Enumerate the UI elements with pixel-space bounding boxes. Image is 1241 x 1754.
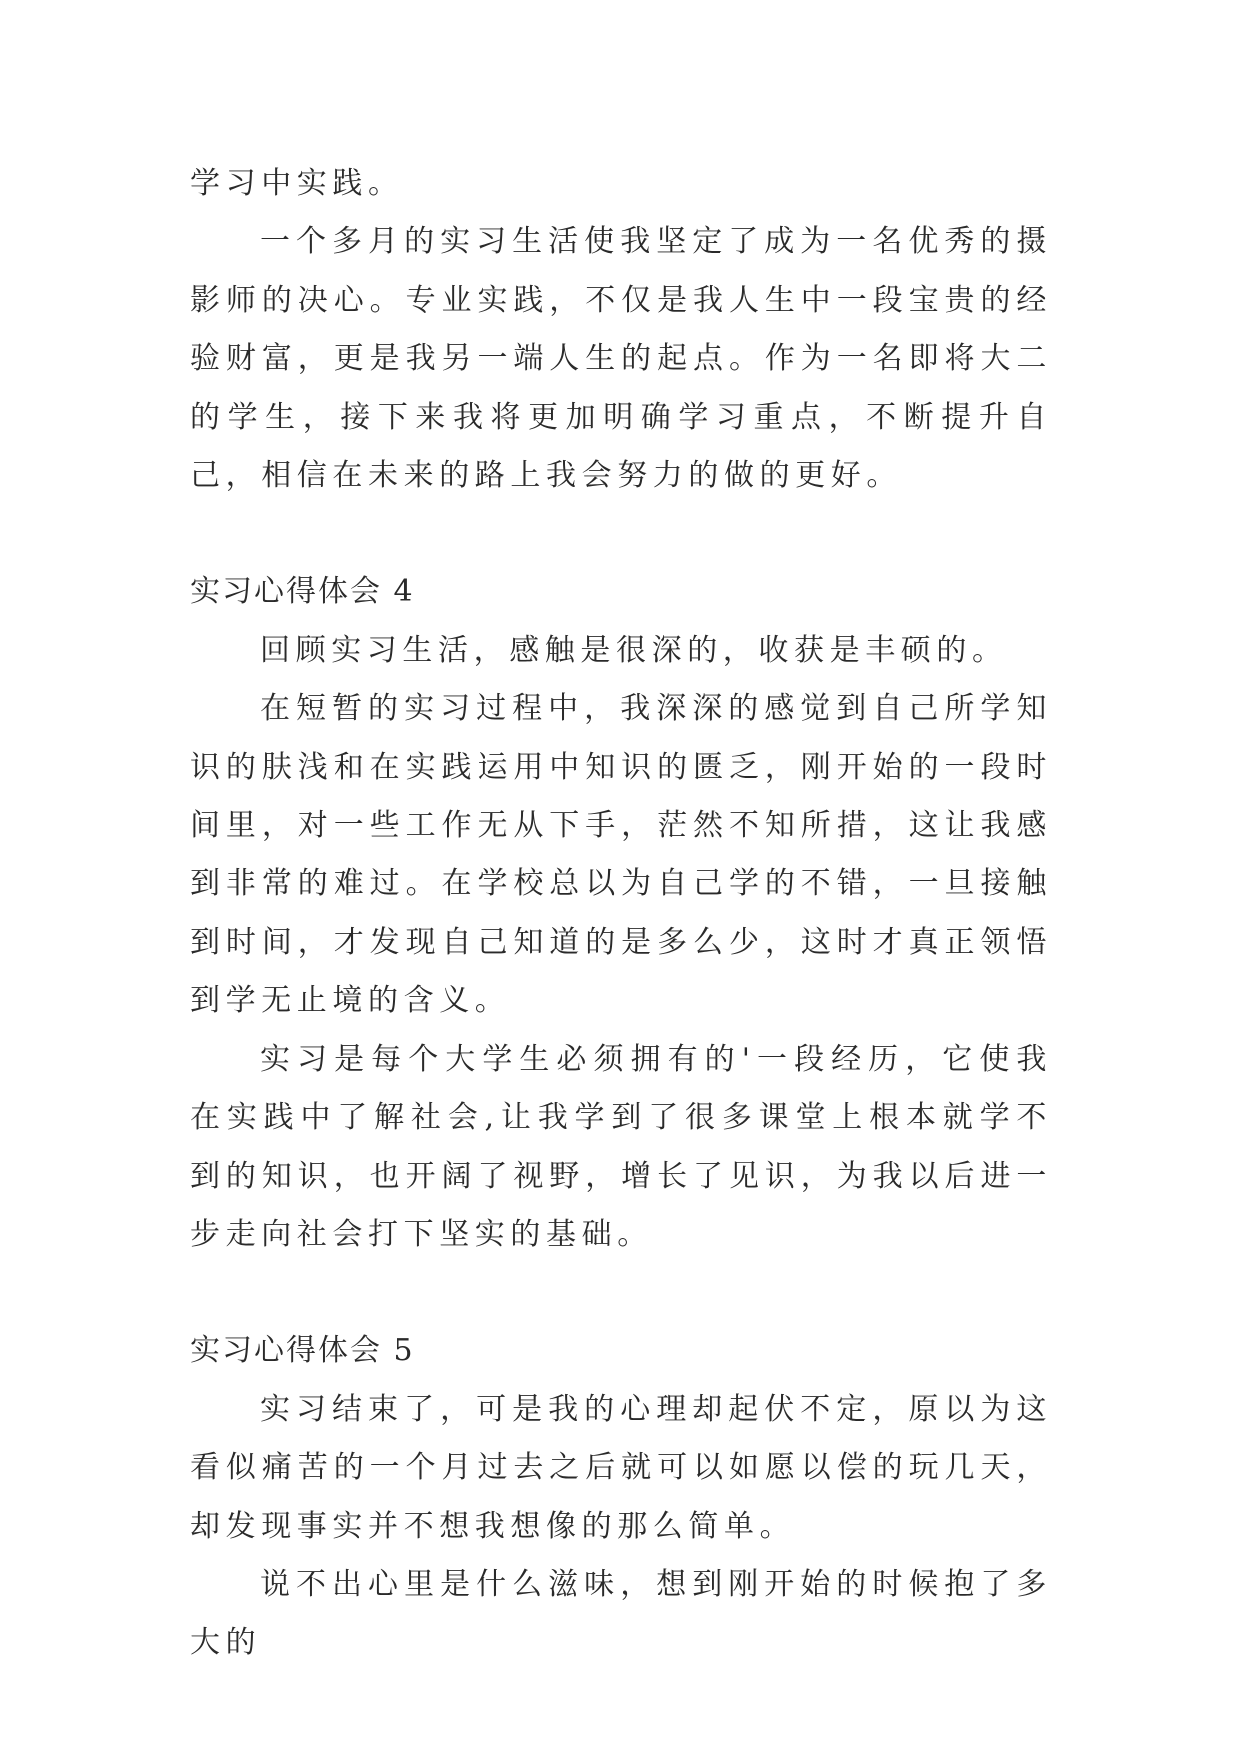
paragraph: 实习结束了，可是我的心理却起伏不定，原以为这看似痛苦的一个月过去之后就可以如愿以偿的玩几天，却发现事实并不想我想像的那么简单。 xyxy=(190,1391,1052,1544)
paragraph: 实习是每个大学生必须拥有的'一段经历，它使我在实践中了解社会,让我学到了很多课堂上根本就学不到的知识，也开阔了视野，增长了见识，为我以后进一步走向社会打下坚实的基础。 xyxy=(190,1041,1052,1252)
paragraph: 说不出心里是什么滋味，想到刚开始的时候抱了多大的 xyxy=(190,1566,1052,1661)
paragraph: 回顾实习生活，感触是很深的，收获是丰硕的。 xyxy=(260,632,1008,668)
section-heading-5: 实习心得体会 5 xyxy=(190,1333,415,1369)
section-heading-4: 实习心得体会 4 xyxy=(190,574,415,610)
section-spacer xyxy=(190,1264,1052,1322)
paragraph: 在短暂的实习过程中，我深深的感觉到自己所学知识的肤浅和在实践运用中知识的匮乏，刚开始的一段时间里，对一些工作无从下手，茫然不知所措，这让我感到非常的难过。在学校总以为自己学的不错，一旦接触到时间，才发现自己知道的是多么少，这时才真正领悟到学无止境的含义。 xyxy=(190,691,1052,1019)
paragraph: 一个多月的实习生活使我坚定了成为一名优秀的摄影师的决心。专业实践，不仅是我人生中一段宝贵的经验财富，更是我另一端人生的起点。作为一名即将大二的学生，接下来我将更加明确学习重点，不断提升自己，相信在未来的路上我会努力的做的更好。 xyxy=(190,224,1052,494)
text-column xyxy=(190,155,1052,1673)
section-spacer xyxy=(190,505,1052,563)
paragraph-continuation: 学习中实践。 xyxy=(190,166,404,201)
